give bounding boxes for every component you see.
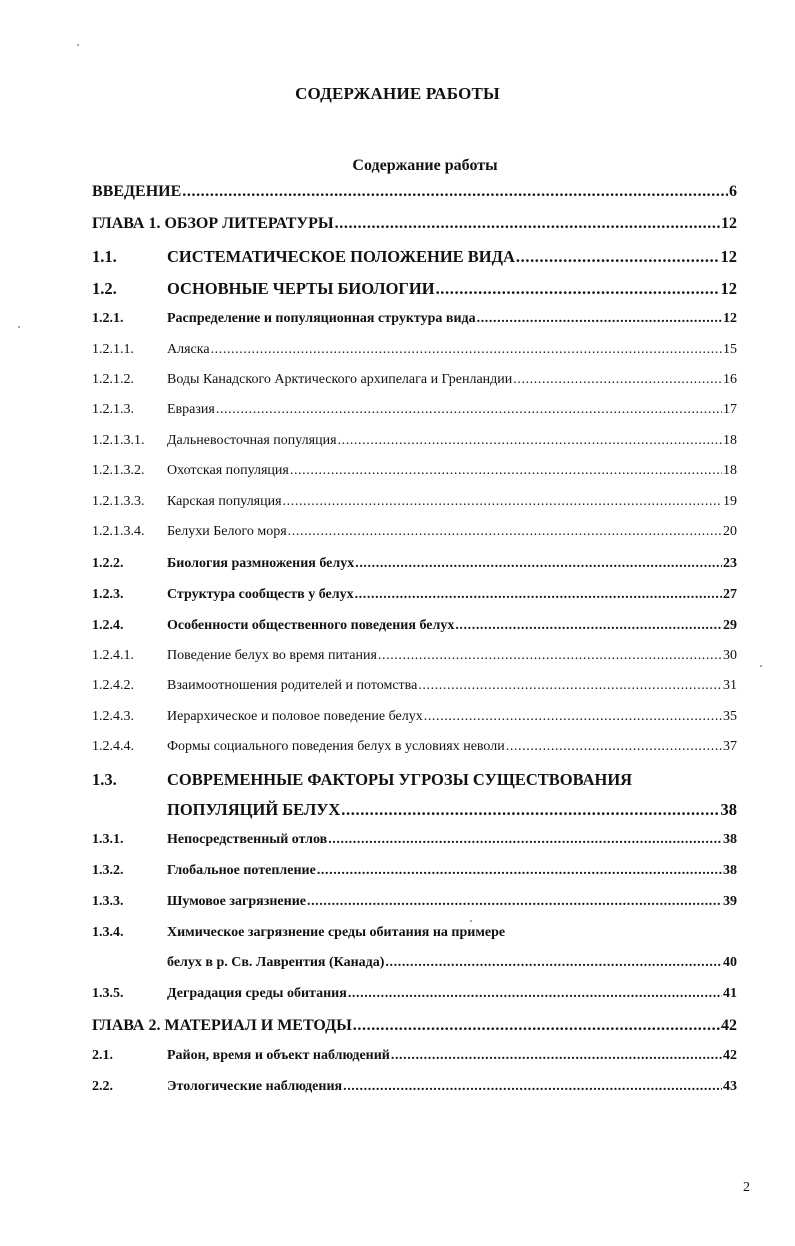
toc-entry-number: 1.2.4.3. [92,709,134,724]
toc-entry-number: 1.2.1.3.4. [92,524,145,539]
toc-entry-title: Деградация среды обитания [167,986,347,1001]
toc-entry[interactable] [92,1017,737,1037]
toc-leader-dots [353,1017,720,1035]
toc-entry-title: Охотская популяция [167,463,289,478]
toc-entry[interactable] [92,863,737,883]
toc-entry-number: 2.2. [92,1079,113,1094]
toc-entry-title: Воды Канадского Арктического архипелага и Гренландии [167,372,513,387]
toc-entry[interactable] [92,183,737,203]
toc-entry-page: 38 [720,800,737,819]
toc-entry[interactable] [92,894,737,914]
toc-entry[interactable] [92,524,737,544]
toc-entry[interactable] [92,739,737,759]
toc-entry-page: 38 [723,863,737,878]
page-number: 2 [743,1180,750,1195]
toc-entry-number: 1.3.5. [92,986,124,1001]
toc-leader-dots [216,402,722,418]
toc-entry[interactable] [92,770,737,790]
toc-entry[interactable] [92,925,737,945]
toc-entry-page: 16 [723,372,737,387]
toc-leader-dots [516,247,720,267]
toc-entry-number: 1.3.1. [92,832,124,847]
toc-entry-page: 6 [729,183,737,200]
toc-entry-page: 12 [723,311,737,326]
toc-entry-title: Глобальное потепление [167,863,316,878]
toc-entry-title: Особенности общественного поведения белух [167,618,455,633]
toc-entry-number: 1.2.1.1. [92,342,134,357]
toc-entry[interactable] [92,494,737,514]
toc-leader-dots [385,955,722,971]
toc-leader-dots [335,215,720,233]
toc-entry-title: Дальневосточная популяция [167,433,337,448]
toc-entry[interactable] [92,463,737,483]
toc-leader-dots [341,800,719,820]
toc-entry[interactable] [92,342,737,362]
toc-entry-title: Распределение и популяционная структура вида [167,311,476,326]
toc-entry-title: ОСНОВНЫЕ ЧЕРТЫ БИОЛОГИИ [167,279,435,298]
toc-leader-dots [355,556,722,572]
scan-speck [760,665,762,667]
toc-entry-continuation[interactable] [92,800,737,820]
toc-entry-page: 23 [723,556,737,571]
toc-entry[interactable] [92,433,737,453]
toc-entry-number: 1.2.4.1. [92,648,134,663]
toc-entry-title: Аляска [167,342,210,357]
toc-leader-dots [338,433,722,449]
toc-entry-title: ГЛАВА 2. МАТЕРИАЛ И МЕТОДЫ [92,1017,352,1034]
toc-entry-number: 1.3.4. [92,925,124,940]
toc-entry-title: ГЛАВА 1. ОБЗОР ЛИТЕРАТУРЫ [92,215,334,232]
toc-entry-title: Химическое загрязнение среды обитания на примере [167,925,506,940]
toc-entry[interactable] [92,832,737,852]
toc-entry-number: 1.2. [92,279,117,298]
toc-leader-dots [436,279,720,299]
toc-leader-dots [506,739,722,755]
toc-leader-dots [182,183,728,201]
toc-entry-title: Район, время и объект наблюдений [167,1048,390,1063]
toc-entry-page: 29 [723,618,737,633]
toc-leader-dots [307,894,722,910]
toc-entry-number: 1.2.1.2. [92,372,134,387]
toc-entry-page: 20 [723,524,737,539]
toc-leader-dots [391,1048,722,1064]
toc-entry-title: Взаимоотношения родителей и потомства [167,678,418,693]
toc-leader-dots [355,587,722,603]
toc-entry-number: 1.2.1.3.2. [92,463,145,478]
toc-entry[interactable] [92,402,737,422]
toc-entry-page: 30 [723,648,737,663]
toc-entry-title: СИСТЕМАТИЧЕСКОЕ ПОЛОЖЕНИЕ ВИДА [167,247,515,266]
toc-entry-page: 37 [723,739,737,754]
toc-entry-title: Структура сообществ у белух [167,587,354,602]
toc-entry[interactable] [92,618,737,638]
toc-entry-title: Евразия [167,402,215,417]
toc-entry[interactable] [92,215,737,235]
toc-entry-page: 18 [723,433,737,448]
toc-leader-dots [424,709,722,725]
toc-leader-dots [317,863,722,879]
toc-entry-page: 42 [721,1017,737,1034]
toc-entry[interactable] [92,372,737,392]
toc-leader-dots [378,648,722,664]
toc-entry-number: 1.3.3. [92,894,124,909]
toc-entry-number: 1.3.2. [92,863,124,878]
toc-entry-page: 17 [723,402,737,417]
toc-entry-number: 1.2.1.3.3. [92,494,145,509]
toc-leader-dots [348,986,722,1002]
toc-entry[interactable] [92,648,737,668]
toc-entry-page: 18 [723,463,737,478]
toc-entry-title: СОВРЕМЕННЫЕ ФАКТОРЫ УГРОЗЫ СУЩЕСТВОВАНИЯ [167,770,633,789]
toc-entry[interactable] [92,709,737,729]
toc-entry-title: Шумовое загрязнение [167,894,306,909]
page-title: СОДЕРЖАНИЕ РАБОТЫ [295,84,500,103]
toc-entry-title: Непосредственный отлов [167,832,328,847]
toc-entry[interactable] [92,587,737,607]
toc-leader-dots [477,311,722,327]
toc-entry-page: 38 [723,832,737,847]
toc-entry-number: 1.2.1.3. [92,402,134,417]
toc-entry[interactable] [92,311,737,331]
toc-entry-number: 2.1. [92,1048,113,1063]
toc-leader-dots [418,678,722,694]
toc-entry-page: 12 [720,279,737,298]
toc-entry-title: ПОПУЛЯЦИЙ БЕЛУХ [167,800,341,819]
toc-entry-page: 43 [723,1079,737,1094]
toc-entry-title: Формы социального поведения белух в условиях неволи [167,739,505,754]
toc-entry-title: Иерархическое и половое поведение белух [167,709,423,724]
toc-entry-number: 1.2.4. [92,618,124,633]
toc-entry-number: 1.2.1.3.1. [92,433,145,448]
toc-entry-number: 1.2.2. [92,556,124,571]
toc-entry[interactable] [92,279,737,299]
scan-speck [18,326,20,328]
toc-leader-dots [455,618,722,634]
toc-heading: Содержание работы [352,157,498,174]
toc-entry-number: 1.1. [92,247,117,266]
toc-entry[interactable] [92,986,737,1006]
toc-entry-number: 1.2.4.2. [92,678,134,693]
toc-entry-number: 1.3. [92,770,117,789]
toc-entry-title: Этологические наблюдения [167,1079,343,1094]
toc-entry-page: 19 [723,494,737,509]
toc-entry-title: Биология размножения белух [167,556,355,571]
toc-entry-page: 12 [721,215,737,232]
toc-leader-dots [343,1079,722,1095]
toc-entry-page: 35 [723,709,737,724]
toc-entry[interactable] [92,247,737,267]
toc-leader-dots [211,342,722,358]
toc-entry-page: 15 [723,342,737,357]
toc-entry[interactable] [92,556,737,576]
toc-entry-title: белух в р. Св. Лаврентия (Канада) [167,955,385,970]
toc-entry-number: 1.2.3. [92,587,124,602]
toc-entry-page: 27 [723,587,737,602]
toc-entry-page: 42 [723,1048,737,1063]
toc-entry-page: 41 [723,986,737,1001]
toc-entry-page: 40 [723,955,737,970]
toc-leader-dots [283,494,722,510]
toc-entry[interactable] [92,678,737,698]
toc-entry-number: 1.2.1. [92,311,124,326]
toc-entry-title: Белухи Белого моря [167,524,287,539]
toc-entry-continuation[interactable] [92,955,737,975]
scan-speck [77,44,79,46]
scan-speck [470,920,472,922]
toc-entry-title: Карская популяция [167,494,282,509]
toc-leader-dots [290,463,722,479]
toc-leader-dots [513,372,722,388]
toc-entry-title: Поведение белух во время питания [167,648,377,663]
toc-leader-dots [328,832,722,848]
toc-entry-page: 31 [723,678,737,693]
toc-entry[interactable] [92,1048,737,1068]
toc-entry-number: 1.2.4.4. [92,739,134,754]
toc-entry-title: ВВЕДЕНИЕ [92,183,182,200]
toc-entry[interactable] [92,1079,737,1099]
toc-leader-dots [288,524,722,540]
toc-entry-page: 39 [723,894,737,909]
toc-entry-page: 12 [720,247,737,266]
